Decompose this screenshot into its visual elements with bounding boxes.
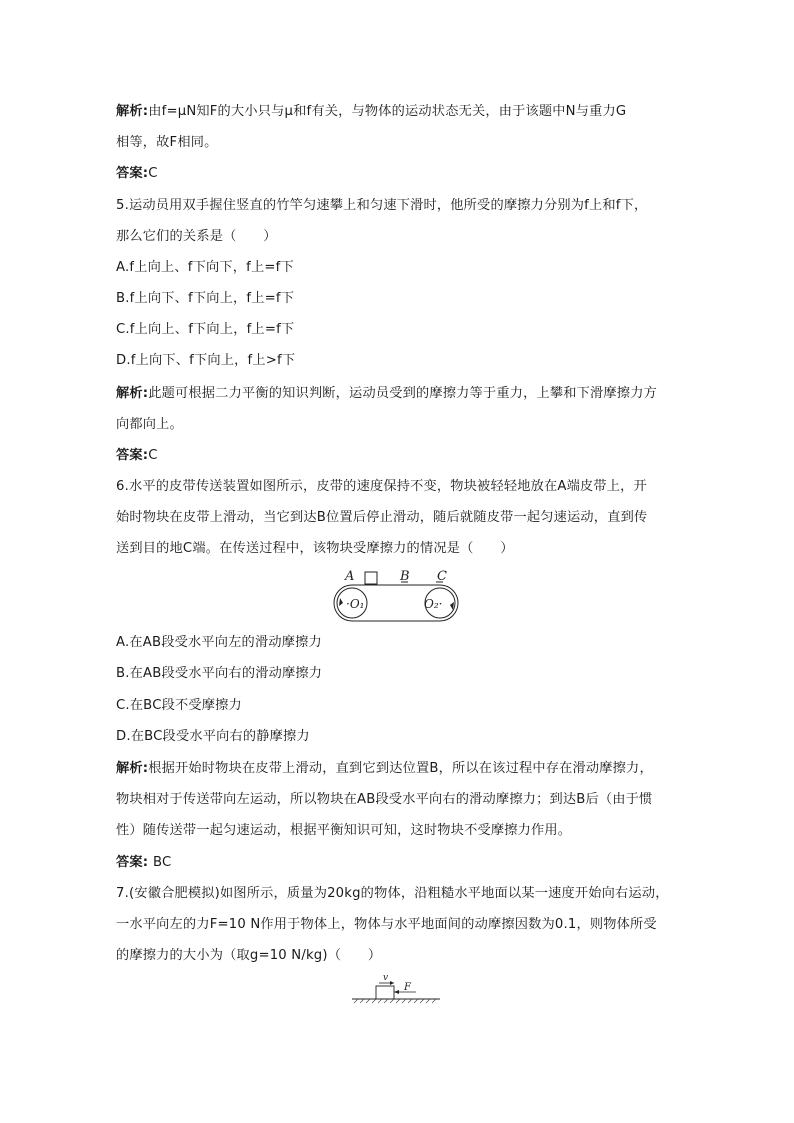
q6-answer	[116, 854, 171, 872]
q6-analysis-line-2: 物块相对于传送带向左运动，所以物块在AB段受水平向右的滑动摩擦力；到达B后（由于惯	[116, 792, 653, 807]
label-f: F	[404, 982, 411, 993]
conveyor-belt-figure	[326, 564, 466, 626]
block-force-diagram	[348, 970, 444, 1006]
q5-stem-line-1: 5.运动员用双手握住竖直的竹竿匀速攀上和匀速下滑时，他所受的摩擦力分别为f上和f下，	[116, 198, 648, 213]
label-o2: O₂·	[424, 597, 443, 611]
q6-option-c: C.在BC段不受摩擦力	[116, 698, 242, 713]
q7-stem-line-1: 7.(安徽合肥模拟)如图所示，质量为20kg的物体，沿粗糙水平地面以某一速度开始向右运动，	[116, 886, 669, 901]
answer-value: BC	[153, 855, 172, 870]
analysis-text: 此题可根据二力平衡的知识判断，运动员受到的摩擦力等于重力，上攀和下滑摩擦力方	[148, 386, 657, 401]
q7-stem-line-3: 的摩擦力的大小为（取g=10 N/kg)（ ）	[116, 948, 382, 963]
q5-answer	[116, 447, 158, 465]
ground-hatching	[354, 999, 436, 1003]
q5-stem-line-2: 那么它们的关系是（ ）	[116, 229, 277, 244]
q5-option-b: B.f上向下、f下向上，f上=f下	[116, 291, 295, 306]
analysis-text: 由f=μN知F的大小只与μ和f有关，与物体的运动状态无关，由于该题中N与重力G	[148, 104, 627, 119]
q5-analysis-line-2: 向都向上。	[116, 417, 183, 432]
block	[376, 986, 394, 999]
q6-stem-line-2: 始时物块在皮带上滑动，当它到达B位置后停止滑动，随后就随皮带一起匀速运动，直到传	[116, 510, 648, 525]
velocity-arrowhead	[390, 981, 394, 985]
block	[365, 572, 377, 584]
q6-analysis-line-1	[116, 760, 653, 778]
analysis-label: 解析:	[116, 104, 149, 119]
answer-label: 答案:	[116, 166, 149, 181]
q5-option-d: D.f上向下、f下向上，f上>f下	[116, 353, 296, 368]
q6-option-d: D.在BC段受水平向右的静摩擦力	[116, 729, 310, 744]
label-c: C	[437, 569, 447, 584]
q7-stem-line-2: 一水平向左的力F=10 N作用于物体上，物体与水平地面间的动摩擦因数为0.1，则物体所受	[116, 917, 657, 932]
q6-option-b: B.在AB段受水平向右的滑动摩擦力	[116, 666, 323, 681]
rotation-arrow-left	[339, 598, 343, 606]
answer-value: C	[148, 448, 158, 463]
q6-option-a: A.在AB段受水平向左的滑动摩擦力	[116, 635, 322, 650]
q6-analysis-line-3: 性）随传送带一起匀速运动，根据平衡知识可知，这时物块不受摩擦力作用。	[116, 823, 572, 838]
answer-label: 答案:	[116, 855, 154, 870]
analysis-label: 解析:	[116, 761, 149, 776]
label-a: A	[345, 569, 355, 584]
answer-value: C	[148, 166, 158, 181]
conveyor-belt-diagram	[326, 564, 466, 626]
label-b: B	[400, 569, 410, 584]
answer-label: 答案:	[116, 448, 149, 463]
q6-stem-line-3: 送到目的地C端。在传送过程中，该物块受摩擦力的情况是（ ）	[116, 541, 514, 556]
analysis-text: 根据开始时物块在皮带上滑动，直到它到达位置B，所以在该过程中存在滑动摩擦力，	[148, 761, 653, 776]
q5-analysis-line-1	[116, 385, 657, 403]
label-v: v	[383, 973, 389, 983]
block-force-figure	[348, 970, 444, 1006]
force-arrowhead	[394, 990, 399, 994]
q6-stem-line-1: 6.水平的皮带传送装置如图所示，皮带的速度保持不变，物块被轻轻地放在A端皮带上，开	[116, 479, 647, 494]
analysis-label: 解析:	[116, 386, 149, 401]
q4-analysis-line-2: 相等，故F相同。	[116, 135, 218, 150]
q4-answer	[116, 165, 158, 183]
q5-option-c: C.f上向上、f下向上，f上=f下	[116, 322, 295, 337]
q5-option-a: A.f上向上、f下向下，f上=f下	[116, 260, 294, 275]
q4-analysis-line-1	[116, 103, 626, 121]
label-o1: ·O₁	[346, 597, 365, 611]
